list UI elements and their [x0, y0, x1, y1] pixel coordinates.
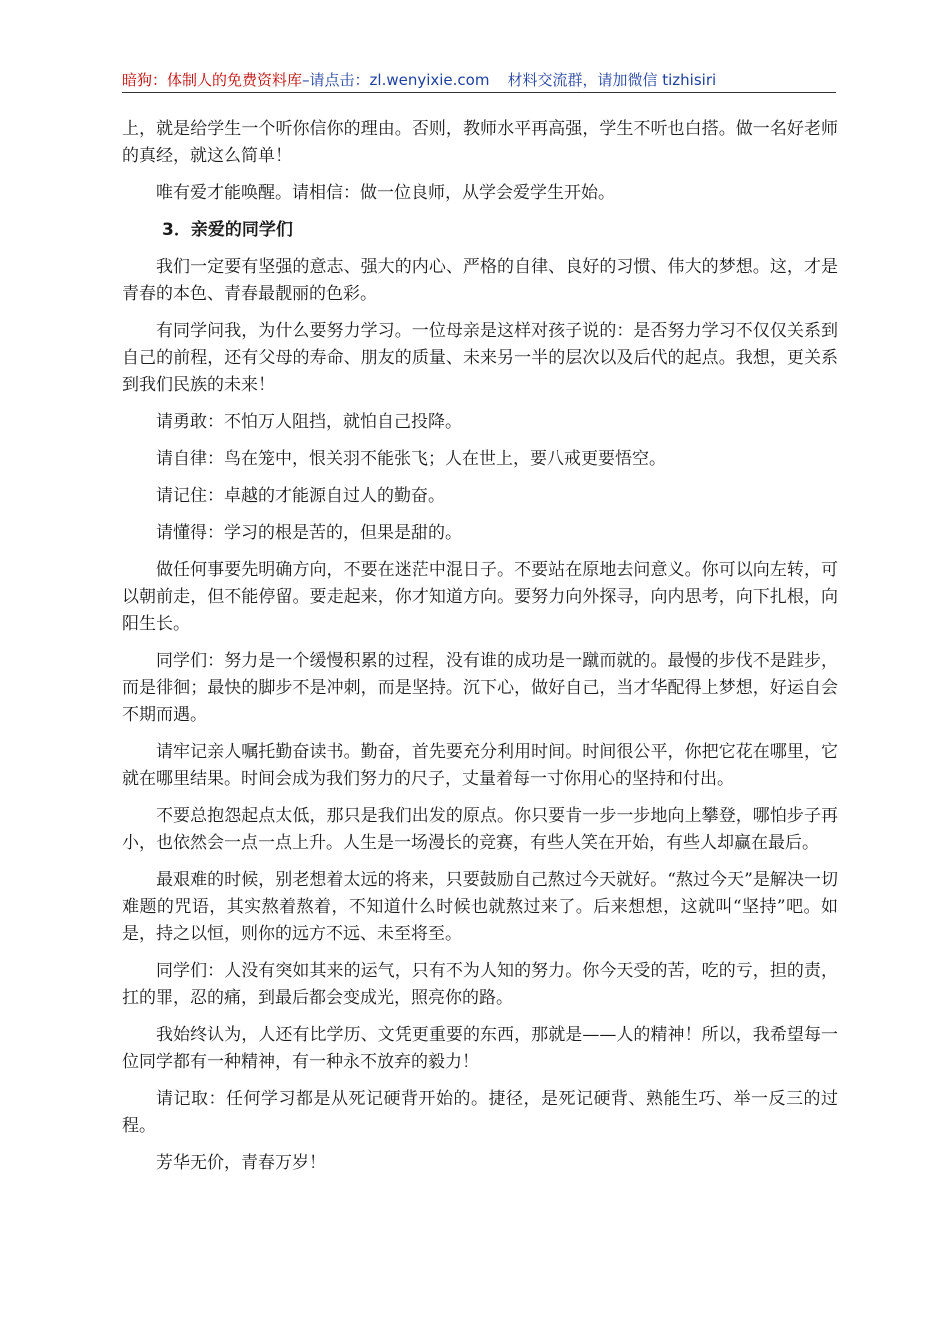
paragraph: 请勇敢：不怕万人阻挡，就怕自己投降。: [156, 412, 462, 432]
paragraph: 唯有爱才能唤醒。请相信：做一位良师，从学会爱学生开始。: [156, 183, 615, 203]
wechat-note: 材料交流群，请加微信 tizhisiri: [507, 71, 717, 89]
site-url-link[interactable]: zl.wenyixie.com: [369, 71, 490, 89]
paragraph: 同学们：努力是一个缓慢积累的过程，没有谁的成功是一蹴而就的。最慢的步伐不是跬步，而是徘徊；最快的脚步不是冲刺，而是坚持。沉下心，做好自己，当才华配得上梦想，好运自会不期而遇。: [122, 651, 838, 725]
paragraph: 不要总抱怨起点太低，那只是我们出发的原点。你只要肯一步一步地向上攀登，哪怕步子再小，也依然会一点一点上升。人生是一场漫长的竞赛，有些人笑在开始，有些人却赢在最后。: [122, 806, 838, 853]
paragraph: 请记住：卓越的才能源自过人的勤奋。: [156, 486, 445, 506]
site-name: 暗狗：体制人的免费资料库: [122, 71, 303, 89]
paragraph: 请懂得：学习的根是苦的，但果是甜的。: [156, 523, 462, 543]
paragraph: 做任何事要先明确方向，不要在迷茫中混日子。不要站在原地去问意义。你可以向左转，可以朝前走，但不能停留。要走起来，你才知道方向。要努力向外探寻，向内思考，向下扎根，向阳生长。: [122, 560, 838, 634]
paragraph: 请自律：鸟在笼中，恨关羽不能张飞；人在世上，要八戒更要悟空。: [156, 449, 666, 469]
paragraph: 我始终认为，人还有比学历、文凭更重要的东西，那就是——人的精神！所以，我希望每一位同学都有一种精神，有一种永不放弃的毅力！: [122, 1025, 838, 1072]
paragraph: 上，就是给学生一个听你信你的理由。否则，教师水平再高强，学生不听也白搭。做一名好老师的真经，就这么简单！: [122, 119, 838, 166]
paragraph: 最艰难的时候，别老想着太远的将来，只要鼓励自己熬过今天就好。“熬过今天”是解决一切难题的咒语，其实熬着熬着，不知道什么时候也就熬过来了。后来想想，这就叫“坚持”吧。如是，持之以恒，则你的远方不远、未至将至。: [122, 870, 838, 944]
paragraph: 有同学问我，为什么要努力学习。一位母亲是这样对孩子说的：是否努力学习不仅仅关系到自己的前程，还有父母的寿命、朋友的质量、未来另一半的层次以及后代的起点。我想，更关系到我们民族的未来！: [122, 321, 838, 395]
page-header: [122, 68, 836, 93]
section-heading: 3．亲爱的同学们: [162, 220, 293, 240]
paragraph: 芳华无价，青春万岁！: [156, 1153, 326, 1173]
paragraph: 请牢记亲人嘱托勤奋读书。勤奋，首先要充分利用时间。时间很公平，你把它花在哪里，它就在哪里结果。时间会成为我们努力的尺子，丈量着每一寸你用心的坚持和付出。: [122, 742, 838, 789]
document-body: [122, 116, 838, 1187]
paragraph: 我们一定要有坚强的意志、强大的内心、严格的自律、良好的习惯、伟大的梦想。这，才是青春的本色、青春最靓丽的色彩。: [122, 257, 838, 304]
link-prefix: –请点击：: [302, 71, 370, 89]
paragraph: 同学们：人没有突如其来的运气，只有不为人知的努力。你今天受的苦，吃的亏，担的责，扛的罪，忍的痛，到最后都会变成光，照亮你的路。: [122, 961, 838, 1008]
paragraph: 请记取：任何学习都是从死记硬背开始的。捷径，是死记硬背、熟能生巧、举一反三的过程。: [122, 1089, 838, 1136]
